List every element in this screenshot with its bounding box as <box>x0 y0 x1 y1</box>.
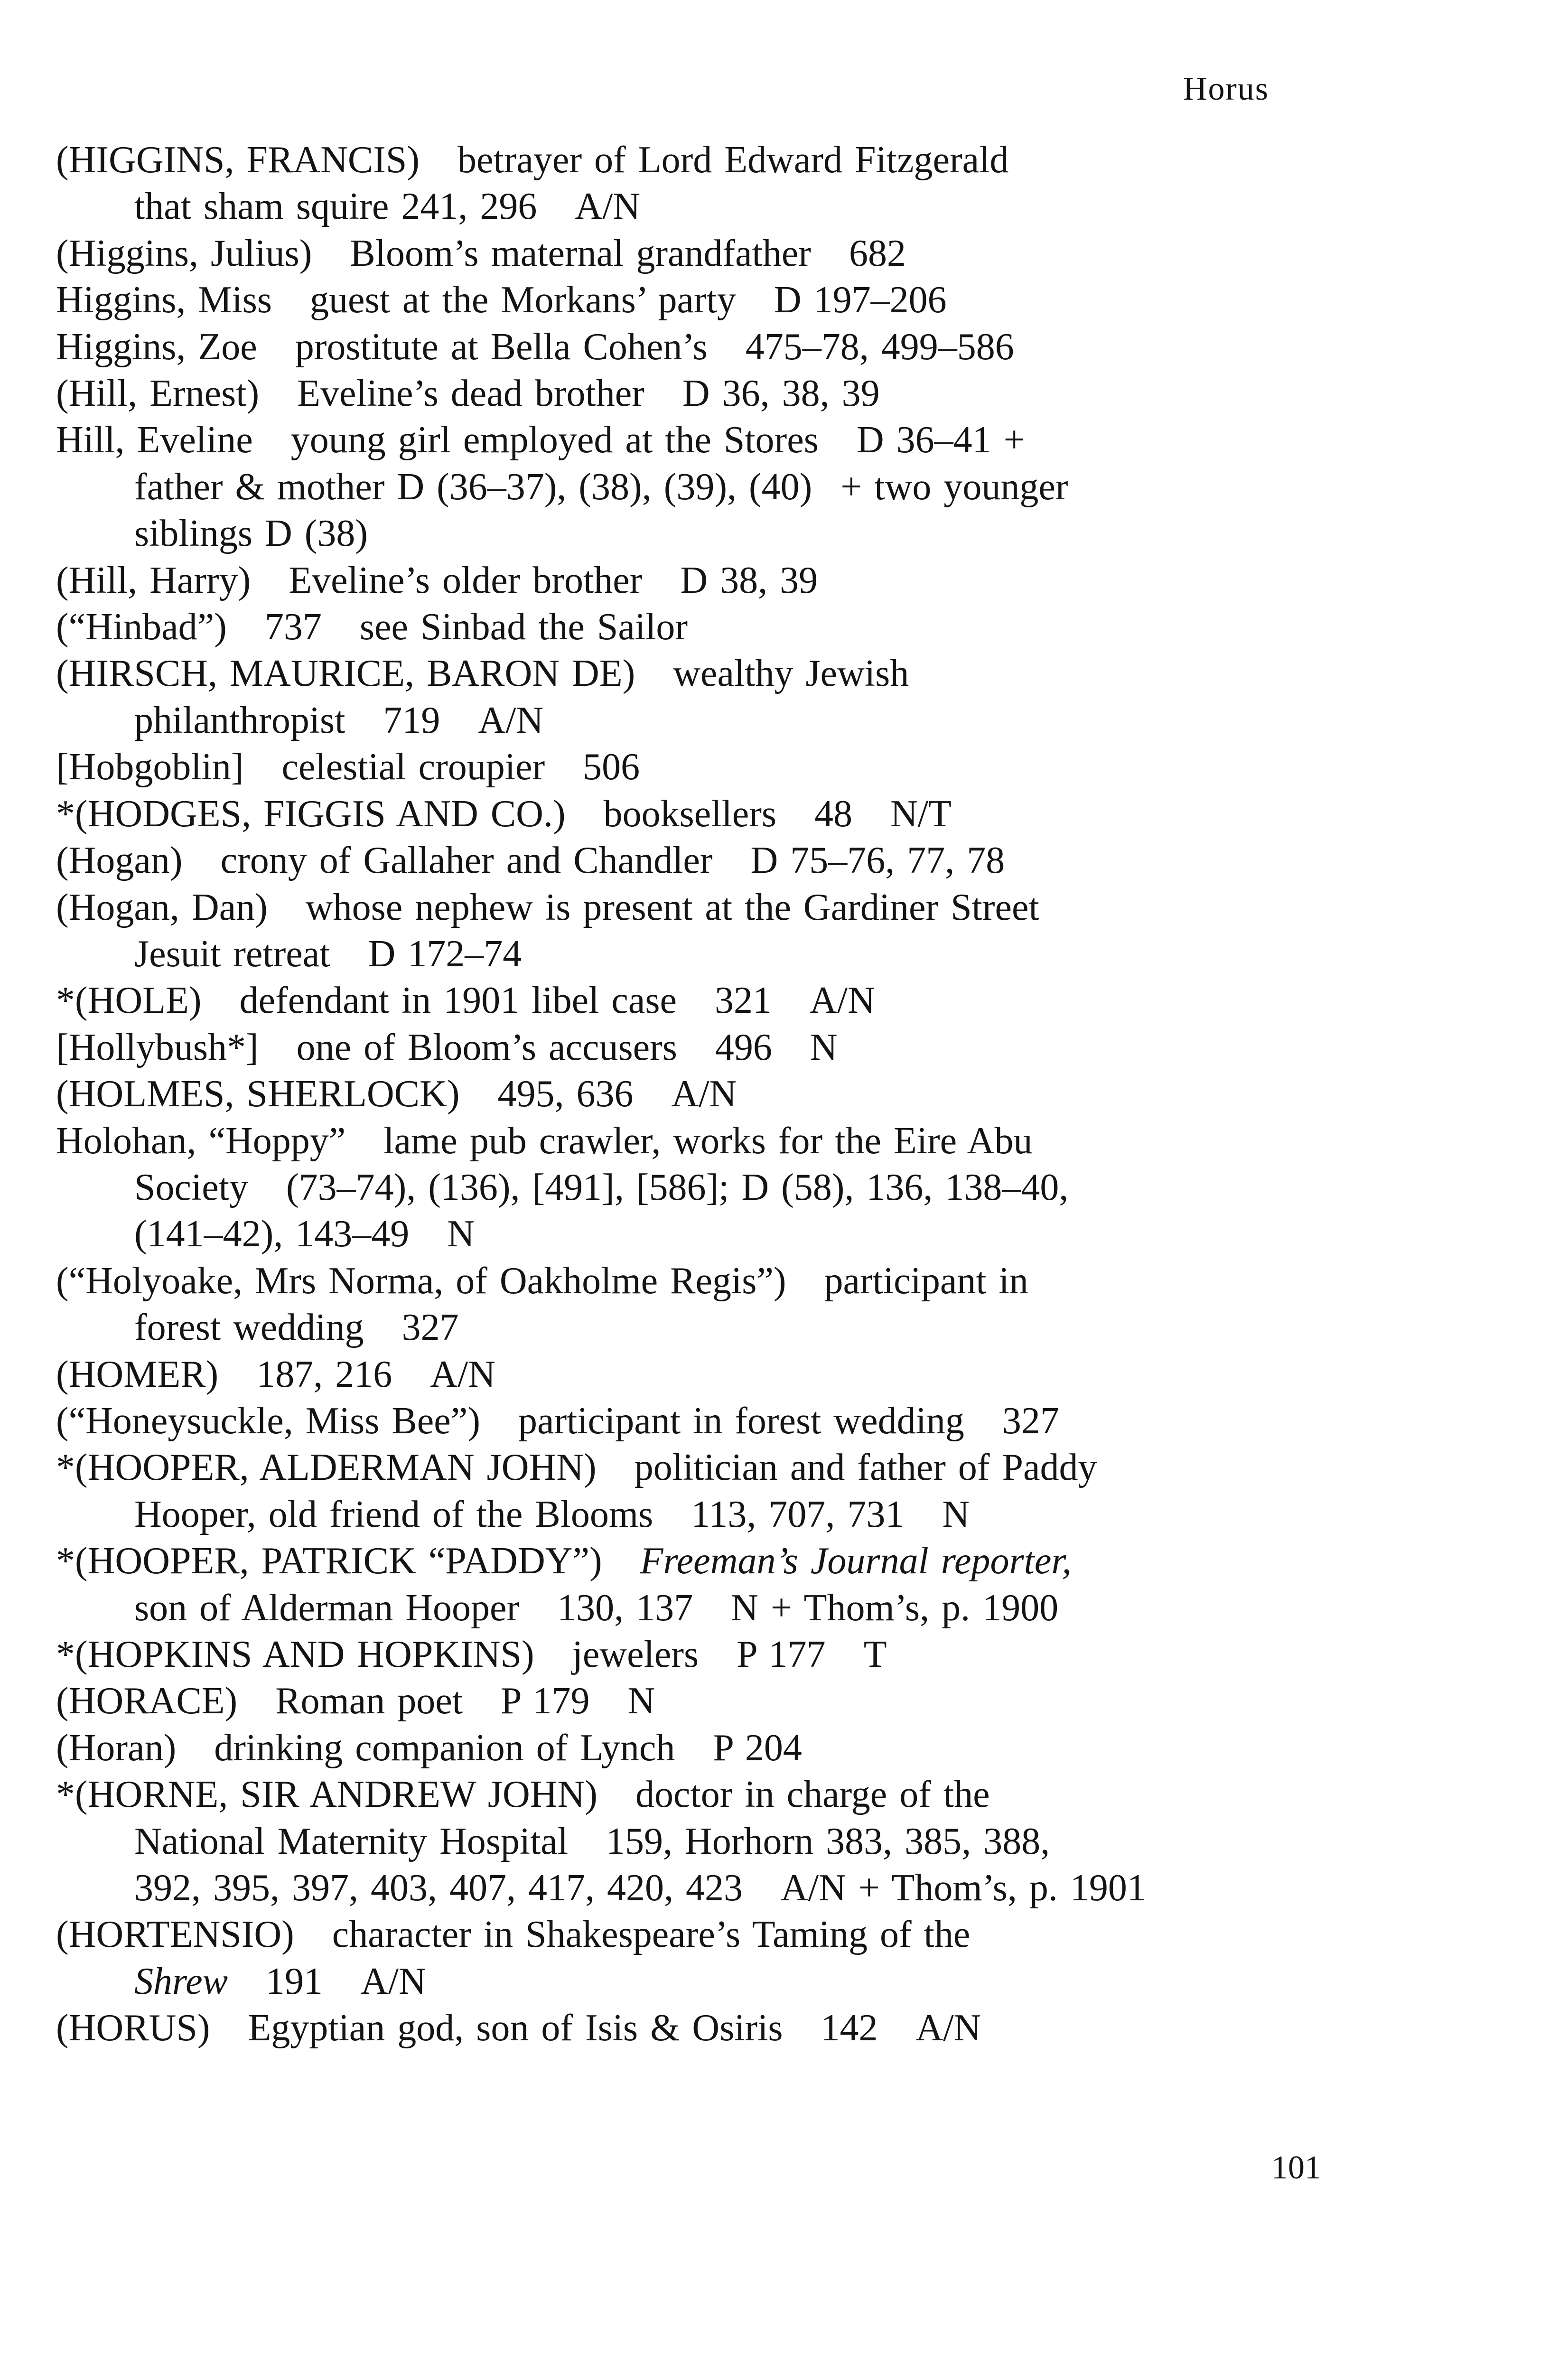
entry-line <box>56 417 1299 463</box>
entry-headword: (“Holyoake, Mrs Norma, of Oakholme Regis”) <box>56 1260 786 1302</box>
index-entry <box>56 1024 1299 1071</box>
entry-line <box>56 1258 1299 1304</box>
entry-refs: 321 <box>715 980 772 1022</box>
entry-line <box>56 1444 1299 1491</box>
index-entry <box>56 277 1299 323</box>
entry-refs: 142 <box>821 2007 878 2049</box>
entry-refs: 475–78, 499–586 <box>745 326 1014 368</box>
entry-headword: (HOLMES, SHERLOCK) <box>56 1073 460 1115</box>
index-entry <box>56 1631 1299 1678</box>
entry-line <box>56 1351 1299 1398</box>
entry-code: A/N <box>478 699 544 741</box>
entry-line <box>56 1725 1299 1771</box>
entry-code: A/N <box>575 186 641 228</box>
entry-text: father & mother D (36–37), (38), (39), (40) <box>134 466 812 508</box>
index-entry <box>56 370 1299 417</box>
entry-text: forest wedding <box>134 1307 364 1349</box>
entry-refs: D 36–41 + <box>856 419 1025 461</box>
index-entry <box>56 1911 1299 2005</box>
index-entry <box>56 1351 1299 1398</box>
entry-headword: (Hill, Ernest) <box>56 373 260 415</box>
entry-line <box>56 791 1299 837</box>
entry-refs: P 179 <box>501 1680 590 1722</box>
entry-code: N/T <box>890 793 952 835</box>
entry-line <box>56 370 1299 417</box>
entry-refs: 48 <box>814 793 852 835</box>
index-entry <box>56 1444 1299 1538</box>
entry-headword: *(HOOPER, ALDERMAN JOHN) <box>56 1447 597 1489</box>
entry-text: philanthropist <box>134 699 345 741</box>
entry-refs: 506 <box>583 746 640 788</box>
entry-headword: Holohan, “Hoppy” <box>56 1120 346 1162</box>
entry-line <box>56 557 1299 604</box>
entry-refs: 327 <box>1002 1400 1059 1442</box>
entry-text: Bloom’s maternal grandfather <box>350 232 812 274</box>
entry-headword: (Higgins, Julius) <box>56 232 312 274</box>
entry-line <box>56 650 1299 697</box>
entry-text: betrayer of Lord Edward Fitzgerald <box>457 139 1009 181</box>
entry-text: prostitute at Bella Cohen’s <box>295 326 708 368</box>
entry-refs: 187, 216 <box>256 1353 392 1395</box>
entry-refs: 327 <box>401 1307 459 1349</box>
entry-code: A/N <box>430 1353 495 1395</box>
entry-line <box>56 1118 1299 1164</box>
entry-refs: 130, 137 <box>557 1587 693 1629</box>
entry-refs: D 38, 39 <box>680 559 818 601</box>
entry-line <box>56 884 1299 931</box>
entry-headword: (HOMER) <box>56 1353 219 1395</box>
index-entry <box>56 2005 1299 2051</box>
entry-text: Shrew <box>134 1960 228 2002</box>
entry-code: A/N <box>915 2007 981 2049</box>
entry-code: A/N + Thom’s, p. 1901 <box>781 1867 1146 1909</box>
index-entry <box>56 744 1299 790</box>
entry-line <box>56 277 1299 323</box>
entry-refs: D 172–74 <box>368 933 522 975</box>
index-entry <box>56 650 1299 744</box>
entry-line <box>56 1071 1299 1117</box>
index-entry <box>56 977 1299 1024</box>
entry-headword: [Hollybush*] <box>56 1026 259 1068</box>
entry-refs: 719 <box>383 699 440 741</box>
entry-headword: (HORACE) <box>56 1680 238 1722</box>
entry-text: jewelers <box>572 1634 699 1675</box>
entry-text: booksellers <box>603 793 776 835</box>
entry-headword: Higgins, Miss <box>56 279 272 321</box>
entry-text: lame pub crawler, works for the Eire Abu <box>383 1120 1033 1162</box>
entry-code: A/N <box>810 980 875 1022</box>
entry-headword: (HIRSCH, MAURICE, BARON DE) <box>56 653 635 695</box>
index-entry <box>56 1771 1299 1911</box>
entry-line <box>56 1211 1299 1257</box>
index-entry <box>56 604 1299 650</box>
entry-line <box>56 1818 1299 1865</box>
entry-text: National Maternity Hospital <box>134 1820 569 1862</box>
entry-text: celestial croupier <box>281 746 545 788</box>
entry-text: character in Shakespeare’s Taming of the <box>332 1914 971 1956</box>
entry-code: N <box>627 1680 655 1722</box>
entry-headword: [Hobgoblin] <box>56 746 244 788</box>
entry-refs: 159, Horhorn 383, 385, 388, <box>606 1820 1050 1862</box>
running-head: Horus <box>1183 71 1269 107</box>
index-entry <box>56 1678 1299 1724</box>
entry-line <box>56 183 1299 230</box>
entry-line <box>56 137 1299 183</box>
entry-text: politician and father of Paddy <box>634 1447 1097 1489</box>
entry-code: N <box>942 1493 970 1535</box>
entry-code: A/N <box>361 1960 426 2002</box>
entry-line <box>56 604 1299 650</box>
entry-line <box>56 1865 1299 1911</box>
entry-headword: (Horan) <box>56 1727 177 1769</box>
entry-refs: 495, 636 <box>497 1073 634 1115</box>
entry-text: defendant in 1901 libel case <box>239 980 677 1022</box>
entry-refs: 737 <box>264 606 322 648</box>
entry-headword: (HIGGINS, FRANCIS) <box>56 139 420 181</box>
entry-refs: P 204 <box>713 1727 802 1769</box>
entry-text: crony of Gallaher and Chandler <box>220 840 713 882</box>
entry-line <box>56 230 1299 277</box>
entry-line <box>56 1585 1299 1631</box>
entry-headword: *(HOLE) <box>56 980 202 1022</box>
entry-line <box>56 1024 1299 1071</box>
entry-line <box>56 324 1299 370</box>
index-entry <box>56 1398 1299 1444</box>
entry-text: Hooper, old friend of the Blooms <box>134 1493 653 1535</box>
entry-text: participant in <box>824 1260 1028 1302</box>
entry-line <box>56 837 1299 884</box>
entry-text: whose nephew is present at the Gardiner Street <box>305 886 1039 928</box>
index-entry <box>56 230 1299 277</box>
index-entry <box>56 557 1299 604</box>
entry-text: siblings D (38) <box>134 513 368 555</box>
entry-line <box>56 1958 1299 2005</box>
index-entry <box>56 1071 1299 1117</box>
entry-line <box>56 1304 1299 1351</box>
entry-refs: D 75–76, 77, 78 <box>750 840 1005 882</box>
index-entry <box>56 324 1299 370</box>
index-entry <box>56 1538 1299 1631</box>
entry-line <box>56 2005 1299 2051</box>
entry-text: son of Alderman Hooper <box>134 1587 520 1629</box>
entry-headword: (HORUS) <box>56 2007 210 2049</box>
entry-code: N + Thom’s, p. 1900 <box>731 1587 1059 1629</box>
entry-headword: (Hill, Harry) <box>56 559 251 601</box>
entry-refs: 682 <box>849 232 906 274</box>
entry-line <box>56 1491 1299 1538</box>
entry-headword: Hill, Eveline <box>56 419 253 461</box>
entry-text: + two younger <box>840 466 1068 508</box>
index-entry <box>56 837 1299 884</box>
entry-text: wealthy Jewish <box>673 653 909 695</box>
entry-text: Egyptian god, son of Isis & Osiris <box>248 2007 783 2049</box>
entry-headword: *(HORNE, SIR ANDREW JOHN) <box>56 1774 597 1816</box>
index-entry <box>56 791 1299 837</box>
entry-headword: (“Honeysuckle, Miss Bee”) <box>56 1400 480 1442</box>
entry-text: Eveline’s dead brother <box>297 373 644 415</box>
index-entry <box>56 1725 1299 1771</box>
entry-line <box>56 1771 1299 1818</box>
entry-line <box>56 977 1299 1024</box>
entry-text: see Sinbad the Sailor <box>359 606 688 648</box>
entry-line <box>56 1911 1299 1958</box>
entry-line <box>56 697 1299 744</box>
entry-text: guest at the Morkans’ party <box>309 279 736 321</box>
entry-code: T <box>863 1634 887 1675</box>
entry-headword: *(HODGES, FIGGIS AND CO.) <box>56 793 566 835</box>
entry-line <box>56 1631 1299 1678</box>
entry-line <box>56 1538 1299 1584</box>
entry-refs: P 177 <box>737 1634 826 1675</box>
entry-line <box>56 1398 1299 1444</box>
entry-line <box>56 1164 1299 1211</box>
entry-code: A/N <box>671 1073 737 1115</box>
entry-headword: (Hogan, Dan) <box>56 886 268 928</box>
entry-line <box>56 464 1299 510</box>
entry-text: Roman poet <box>275 1680 463 1722</box>
entry-text: one of Bloom’s accusers <box>296 1026 677 1068</box>
entry-refs: 113, 707, 731 <box>691 1493 905 1535</box>
entry-headword: *(HOOPER, PATRICK “PADDY”) <box>56 1540 602 1582</box>
entry-headword: Higgins, Zoe <box>56 326 257 368</box>
entry-code: N <box>810 1026 838 1068</box>
entry-line <box>56 1678 1299 1724</box>
entry-refs: (141–42), 143–49 <box>134 1213 410 1255</box>
entry-text: doctor in charge of the <box>635 1774 990 1816</box>
index-entry <box>56 1258 1299 1351</box>
entry-refs: (73–74), (136), [491], [586]; D (58), 136, 138–40, <box>286 1166 1069 1208</box>
index-entry <box>56 137 1299 230</box>
entry-refs: D 197–206 <box>774 279 947 321</box>
entry-text: Jesuit retreat <box>134 933 330 975</box>
entry-line <box>56 510 1299 557</box>
index-entry <box>56 884 1299 978</box>
entry-code: N <box>447 1213 475 1255</box>
entry-text: Society <box>134 1166 248 1208</box>
entry-refs: D 36, 38, 39 <box>682 373 880 415</box>
index-entry <box>56 1118 1299 1258</box>
entry-line <box>56 931 1299 977</box>
entry-text: participant in forest wedding <box>518 1400 964 1442</box>
entry-text: drinking companion of Lynch <box>214 1727 675 1769</box>
entry-headword: (Hogan) <box>56 840 183 882</box>
entry-headword: (“Hinbad”) <box>56 606 227 648</box>
entry-refs: 392, 395, 397, 403, 407, 417, 420, 423 <box>134 1867 743 1909</box>
entry-text: young girl employed at the Stores <box>290 419 819 461</box>
entry-refs: 191 <box>266 1960 323 2002</box>
entry-refs: 496 <box>715 1026 772 1068</box>
entry-headword: *(HOPKINS AND HOPKINS) <box>56 1634 534 1675</box>
index-entry <box>56 417 1299 557</box>
entry-text: that sham squire 241, 296 <box>134 186 537 228</box>
entry-headword: (HORTENSIO) <box>56 1914 294 1956</box>
entry-line <box>56 744 1299 790</box>
entry-text: Freeman’s Journal reporter, <box>640 1540 1072 1582</box>
entry-text: Eveline’s older brother <box>289 559 643 601</box>
page-number: 101 <box>1271 2149 1321 2186</box>
index-entries <box>56 137 1299 2052</box>
